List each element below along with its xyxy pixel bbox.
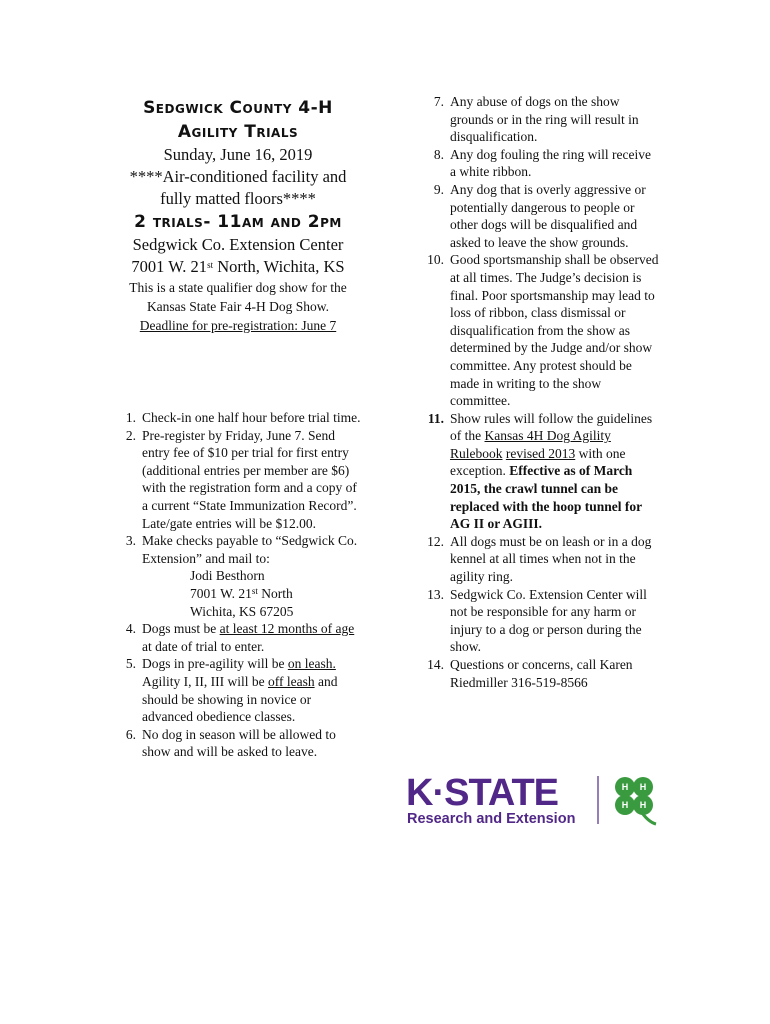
list-item xyxy=(410,410,660,533)
rule-text: and should be showing in novice or advanced obedience classes. xyxy=(142,673,338,725)
trial-times: 2 trials- 11am and 2pm xyxy=(134,212,342,232)
rule-text-underlined: revised 2013 xyxy=(505,445,576,461)
list-item xyxy=(102,532,364,620)
venue-address-sup: st xyxy=(207,260,214,270)
rule-text: Any abuse of dogs on the show grounds or in the ring will result in disqualification. xyxy=(450,94,639,145)
rule-text-underlined: on leash. xyxy=(287,656,336,672)
rule-number: 1. xyxy=(125,410,136,425)
kstate-4h-logo xyxy=(404,770,666,828)
list-item xyxy=(102,409,364,427)
4h-clover-icon xyxy=(615,777,656,824)
list-item xyxy=(410,146,660,181)
rule-text: Show rules will follow the guidelines of the xyxy=(450,410,653,444)
address-city: Wichita, KS 67205 xyxy=(190,603,294,619)
rule-number: 5. xyxy=(125,656,136,672)
rule-number: 13. xyxy=(427,586,444,602)
list-item xyxy=(410,251,660,409)
address-street-number: 7001 W. 21 xyxy=(190,585,252,601)
qualifier-note-line2: Kansas State Fair 4-H Dog Show. xyxy=(146,299,330,314)
list-item xyxy=(410,93,660,146)
rules-list-left xyxy=(102,409,364,761)
list-item xyxy=(410,586,660,656)
deadline-text: Deadline for pre-registration: June 7 xyxy=(139,318,337,333)
venue-name: Sedgwick Co. Extension Center xyxy=(132,235,344,254)
event-date: Sunday, June 16, 2019 xyxy=(163,145,313,164)
rule-number: 12. xyxy=(427,533,444,549)
svg-text:H: H xyxy=(639,782,647,792)
address-street xyxy=(190,585,364,603)
rule-number: 3. xyxy=(125,533,136,549)
rule-text: Good sportsmanship shall be observed at all times. The Judge’s decision is final. Poor sportsmanship may lead to loss of ribbon, class dismissal or disqualification from the show as determined by the Judge and/or show committee. Any protest should be made in writing to the show committee. xyxy=(450,252,659,409)
venue-address-city: North, Wichita, KS xyxy=(213,257,345,276)
rule-number: 11. xyxy=(427,410,444,426)
rule-text: Pre-register by Friday, June 7. Send entry fee of $10 per trial for first entry (additional entries per member are $6) with the registration form and a copy of a current “State Immunization Record”. Late/gate entries will be $12.00. xyxy=(142,427,357,531)
registration-deadline xyxy=(112,316,364,335)
rulebook-link-text: Kansas 4H Dog Agility Rulebook xyxy=(450,428,611,461)
rule-number: 14. xyxy=(427,657,444,672)
rule-number: 4. xyxy=(125,621,136,637)
rule-text-underlined: at least 12 months of age xyxy=(219,621,355,637)
rule-text: Sedgwick Co. Extension Center will not be responsible for any harm or injury to a dog or person during the show. xyxy=(450,586,647,655)
rule-text: Questions or concerns, call Karen Riedmiller 316-519-8566 xyxy=(450,657,633,690)
rule-text: All dogs must be on leash or in a dog kennel at all times when not in the agility ring. xyxy=(450,533,652,585)
rule-number: 7. xyxy=(433,94,444,109)
list-item xyxy=(102,655,364,725)
kstate-wordmark: K·STATE xyxy=(406,772,559,814)
venue-address-street: 7001 W. 21 xyxy=(131,257,208,276)
extension-tagline: Research and Extension xyxy=(407,811,576,827)
mailing-address xyxy=(142,567,364,620)
facility-line1: ****Air-conditioned facility and xyxy=(129,167,347,186)
rule-text: Dogs must be xyxy=(142,621,220,637)
rule-text: Any dog that is overly aggressive or potentially dangerous to people or other dogs will be disqualified and asked to leave the show grounds. xyxy=(450,181,646,250)
rule-number: 9. xyxy=(433,181,444,197)
rule-text: Check-in one half hour before trial time. xyxy=(142,410,361,425)
list-item xyxy=(410,656,660,691)
rule-number: 6. xyxy=(125,726,136,742)
right-column xyxy=(420,93,660,691)
rule-text: No dog in season will be allowed to show and will be asked to leave. xyxy=(142,726,336,760)
address-name: Jodi Besthorn xyxy=(190,568,265,584)
qualifier-note-line1: This is a state qualifier dog show for the xyxy=(129,280,347,295)
svg-text:H: H xyxy=(621,782,629,792)
event-title-line2: Agility Trials xyxy=(177,122,299,142)
address-street-sup: st xyxy=(251,585,258,596)
kstate-logo-graphic xyxy=(404,770,666,828)
address-street-name: North xyxy=(257,585,293,601)
list-item xyxy=(410,533,660,586)
rule-number: 2. xyxy=(125,427,136,443)
svg-text:H: H xyxy=(621,800,629,810)
rule-number: 8. xyxy=(433,146,444,162)
rule-text: Any dog fouling the ring will receive a white ribbon. xyxy=(450,146,651,180)
svg-text:H: H xyxy=(639,800,647,810)
rule-text-underlined: off leash xyxy=(267,673,315,689)
rule-text: Agility I, II, III will be xyxy=(142,673,268,689)
event-title-line1: Sedgwick County 4-H xyxy=(143,98,333,118)
list-item xyxy=(410,181,660,251)
facility-line2: fully matted floors**** xyxy=(160,189,316,208)
rule-number: 10. xyxy=(427,252,444,268)
list-item xyxy=(102,726,364,761)
rule-text: with one exception. xyxy=(450,445,626,479)
rules-list-right xyxy=(410,93,660,691)
list-item xyxy=(102,427,364,533)
left-column xyxy=(112,96,364,761)
rule-text: Make checks payable to “Sedgwick Co. Extension” and mail to: xyxy=(142,533,358,566)
rule-text: at date of trial to enter. xyxy=(142,638,265,654)
rule-text-bold: Effective as of March 2015, the crawl tunnel can be replaced with the hoop tunnel for AG II or AGIII. xyxy=(450,463,642,532)
rule-text: Dogs in pre-agility will be xyxy=(142,656,288,672)
list-item xyxy=(102,620,364,655)
venue-address xyxy=(112,256,364,278)
